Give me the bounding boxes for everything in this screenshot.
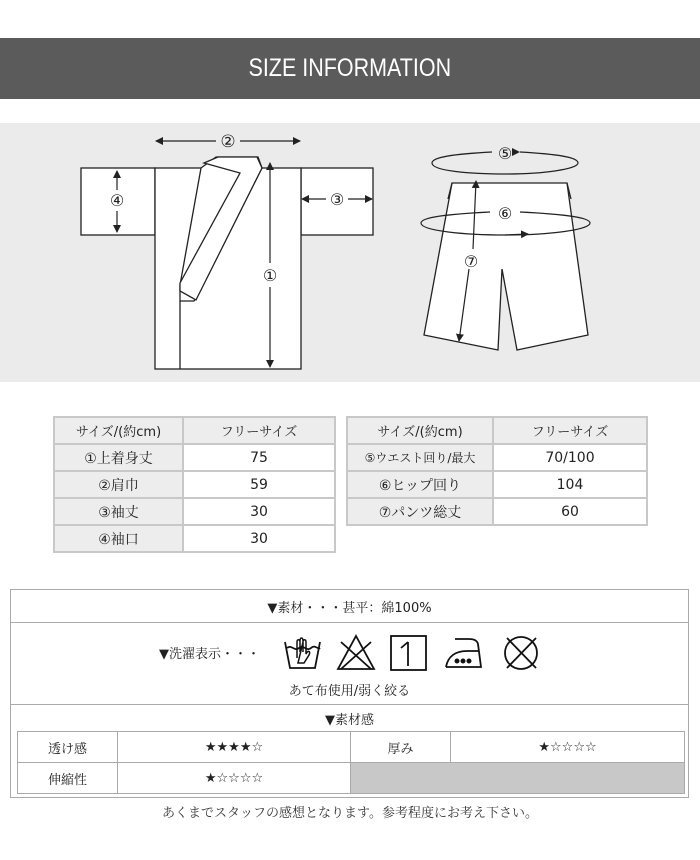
care-icons bbox=[283, 634, 543, 672]
row-value: 104 bbox=[493, 471, 647, 498]
low-iron-icon bbox=[446, 639, 481, 667]
row-value: 59 bbox=[183, 471, 335, 498]
hand-wash-icon bbox=[285, 638, 320, 668]
row-value: 60 bbox=[493, 498, 647, 525]
table-row bbox=[54, 525, 335, 552]
table-row bbox=[54, 471, 335, 498]
texture-table bbox=[17, 731, 685, 794]
top-size-table bbox=[53, 416, 336, 553]
table-header-free: フリーサイズ bbox=[183, 417, 335, 444]
row-label: ②肩巾 bbox=[54, 471, 183, 498]
stretch-rating: ★☆☆☆☆ bbox=[118, 763, 351, 794]
size-diagram bbox=[0, 123, 700, 382]
row-value: 30 bbox=[183, 525, 335, 552]
care-note: あて布使用/弱く絞る bbox=[288, 684, 411, 699]
shoulder-label: ② bbox=[220, 132, 236, 152]
table-header-row bbox=[347, 417, 647, 444]
care-row bbox=[11, 623, 688, 705]
table-row bbox=[18, 763, 685, 794]
table-row bbox=[347, 444, 647, 471]
footnote: あくまでスタッフの感想となります。参考程度にお考え下さい。 bbox=[162, 806, 538, 821]
row-label: ①上着身丈 bbox=[54, 444, 183, 471]
row-label: ③袖丈 bbox=[54, 498, 183, 525]
sleeve-label: ③ bbox=[329, 190, 345, 209]
row-label: ④袖口 bbox=[54, 525, 183, 552]
empty-cell bbox=[351, 763, 685, 794]
table-row bbox=[54, 498, 335, 525]
thickness-rating: ★☆☆☆☆ bbox=[451, 732, 685, 763]
garment-diagram bbox=[0, 123, 700, 382]
page-title: SIZE INFORMATION bbox=[248, 54, 452, 82]
material-row bbox=[11, 590, 688, 623]
table-header-size: サイズ/(約cm) bbox=[347, 417, 493, 444]
page-header bbox=[0, 38, 700, 99]
no-bleach-icon bbox=[338, 636, 374, 669]
row-label: ⑦パンツ総丈 bbox=[347, 498, 493, 525]
table-header-row bbox=[54, 417, 335, 444]
material-text: ▼素材・・・甚平：綿100% bbox=[267, 600, 432, 616]
pants-length-label: ⑦ bbox=[463, 252, 479, 271]
row-value: 30 bbox=[183, 498, 335, 525]
table-row bbox=[18, 732, 685, 763]
length-label: ① bbox=[262, 266, 278, 285]
transparency-label: 透け感 bbox=[18, 732, 118, 763]
waist-label: ⑤ bbox=[497, 144, 513, 163]
product-info-box bbox=[10, 589, 689, 798]
table-row bbox=[54, 444, 335, 471]
table-header-free: フリーサイズ bbox=[493, 417, 647, 444]
row-value: 70/100 bbox=[493, 444, 647, 471]
transparency-rating: ★★★★☆ bbox=[118, 732, 351, 763]
row-label: ⑥ヒップ回り bbox=[347, 471, 493, 498]
cuff-label: ④ bbox=[109, 191, 125, 210]
stretch-label: 伸縮性 bbox=[18, 763, 118, 794]
table-row bbox=[347, 498, 647, 525]
care-label: ▼洗濯表示・・・ bbox=[159, 647, 260, 662]
no-dry-clean-icon bbox=[505, 637, 537, 669]
table-header-size: サイズ/(約cm) bbox=[54, 417, 183, 444]
table-row bbox=[347, 471, 647, 498]
line-dry-icon bbox=[391, 636, 426, 670]
texture-title: ▼素材感 bbox=[325, 713, 374, 728]
row-label: ⑤ウエスト回り/最大 bbox=[347, 444, 493, 471]
bottom-size-table bbox=[346, 416, 648, 526]
hip-label: ⑥ bbox=[497, 204, 513, 223]
jacket-outline bbox=[81, 157, 373, 369]
row-value: 75 bbox=[183, 444, 335, 471]
thickness-label: 厚み bbox=[351, 732, 451, 763]
